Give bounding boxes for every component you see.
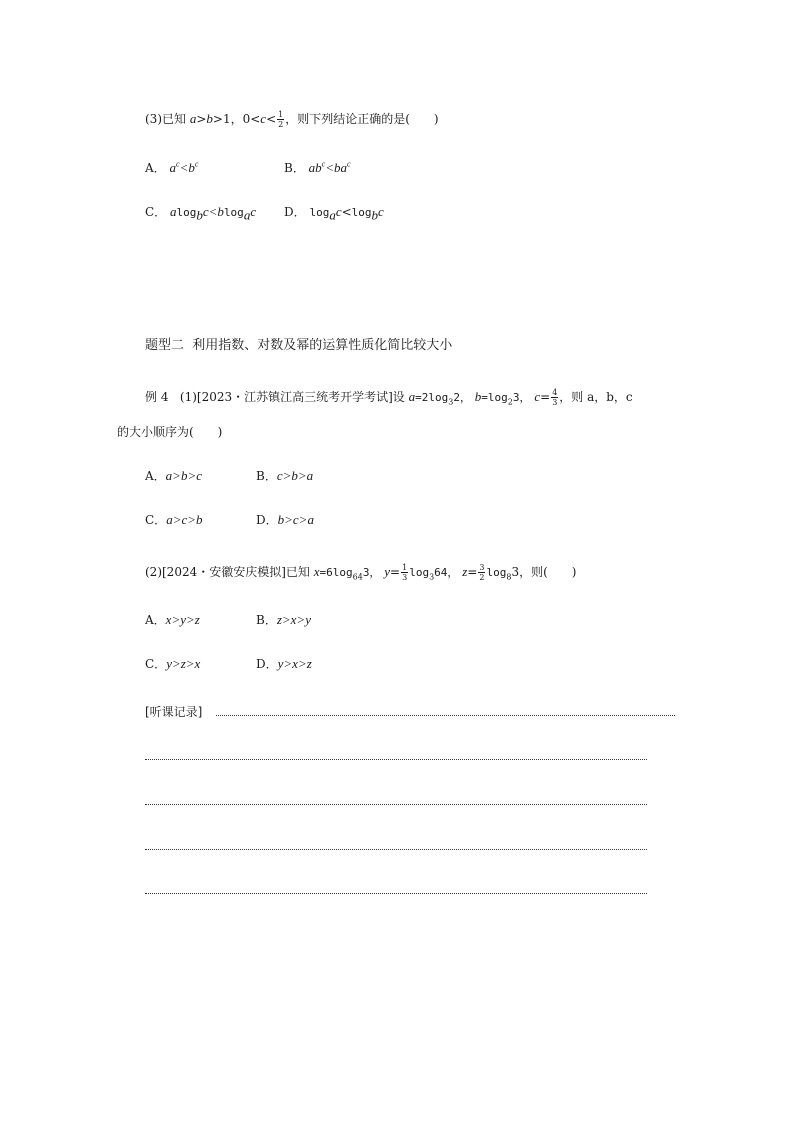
ex4-p2-option-a: A．x>y>z xyxy=(145,612,200,627)
q3-option-a: A． $a^c<b^c$ xyxy=(145,159,199,175)
ex4-p2-option-b: B．z>x>y xyxy=(256,612,311,627)
fraction-three-halves: $\frac{3}{2}$ xyxy=(479,563,485,582)
ex4-p1-option-a: A．a>b>c xyxy=(145,468,202,483)
q3-option-b: B． $ab^c<ba^c$ xyxy=(284,159,351,175)
example-4-part-2: (2)[2024・安徽安庆模拟]已知 $x=6\log_{64}3$， y= $\frac{1}{3}$ $\log_364$， z= $\frac{3}{2}$ $\log_83$，则( ) xyxy=(145,563,577,582)
ex4-p1-option-d: D．b>c>a xyxy=(256,512,314,527)
notes-label: [听课记录] xyxy=(145,705,203,719)
notes-line-3[interactable] xyxy=(145,804,647,805)
notes-line-5[interactable] xyxy=(145,893,647,894)
ex4-p1-option-c: C．a>c>b xyxy=(145,512,203,527)
ex4-p1-option-b: B．c>b>a xyxy=(256,468,314,483)
notes-line-2[interactable] xyxy=(145,759,647,760)
section-heading: 题型二 利用指数、对数及幂的运算性质化简比较大小 xyxy=(145,338,453,353)
q3-option-c: C． alog$_b$c<blog$_a$c xyxy=(145,204,257,223)
example-4-part-1-line-2: 的大小顺序为( ) xyxy=(117,425,223,439)
fraction-one-third: $\frac{1}{3}$ xyxy=(402,563,408,582)
fraction-four-thirds: $\frac{4}{3}$ xyxy=(552,388,558,407)
fraction-one-half: $\frac{1}{2}$ xyxy=(278,110,284,129)
ex4-p2-option-c: C．y>z>x xyxy=(145,656,201,671)
q3-option-d: D． $\log_ac<\log_bc$ xyxy=(284,204,384,223)
ex4-p2-option-d: D．y>x>z xyxy=(256,656,312,671)
q3-stem: (3)已知 a>b>1，0<c< $\frac{1}{2}$ ，则下列结论正确的是( ) xyxy=(145,110,439,129)
notes-line-4[interactable] xyxy=(145,849,647,850)
notes-line-1[interactable] xyxy=(216,715,675,716)
example-4-part-1: 例 4 (1)[2023・江苏镇江高三统考开学考试]设 $a=2\log_32$， $b=\log_23$， c= $\frac{4}{3}$ ，则 a，b，c xyxy=(145,388,633,407)
